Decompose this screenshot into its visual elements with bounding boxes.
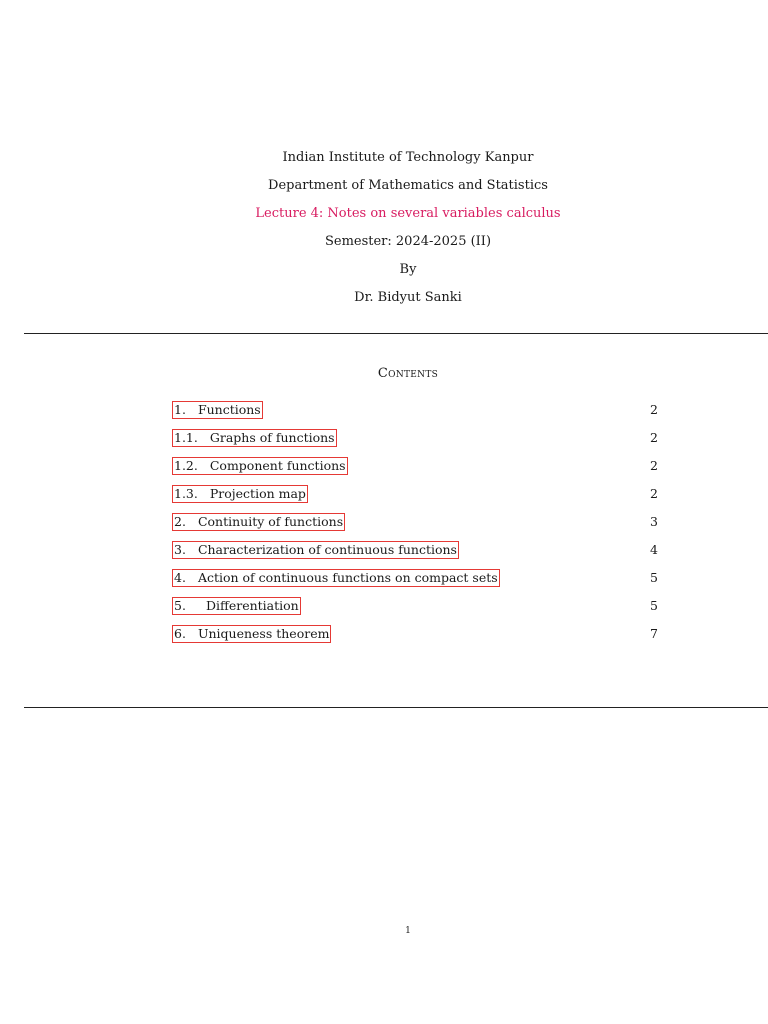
toc-title: Continuity of functions: [197, 514, 344, 529]
page-number: 1: [405, 926, 411, 936]
toc-number: 6.: [174, 626, 186, 641]
toc-link[interactable]: [172, 485, 308, 503]
toc-link[interactable]: [172, 597, 301, 615]
department-name: Department of Mathematics and Statistics: [268, 178, 548, 193]
toc-page-number: 2: [650, 486, 658, 501]
toc-entry: [172, 485, 660, 513]
toc-link[interactable]: [172, 457, 348, 475]
toc-entry: [172, 457, 660, 485]
institute-name: Indian Institute of Technology Kanpur: [282, 150, 534, 165]
toc-number: 2.: [174, 514, 186, 529]
toc-title: Differentiation: [205, 598, 299, 613]
by-label: By: [399, 262, 417, 277]
toc-title: Characterization of continuous functions: [197, 542, 457, 557]
toc-link[interactable]: [172, 429, 337, 447]
toc-number: 1.3.: [174, 486, 198, 501]
toc-title: Component functions: [209, 458, 346, 473]
toc-page-number: 5: [650, 598, 658, 613]
toc-page-number: 2: [650, 458, 658, 473]
toc-page-number: 4: [650, 542, 658, 557]
toc-entry: [172, 625, 660, 653]
toc-number: 1.1.: [174, 430, 198, 445]
toc-link[interactable]: [172, 401, 263, 419]
toc-page-number: 3: [650, 514, 658, 529]
toc-number: 5.: [174, 598, 186, 613]
toc-title: Graphs of functions: [209, 430, 335, 445]
semester: Semester: 2024-2025 (II): [324, 234, 492, 249]
toc-title: Action of continuous functions on compact sets: [197, 570, 498, 585]
toc-number: 4.: [174, 570, 186, 585]
bottom-rule: [24, 707, 768, 708]
toc-link[interactable]: [172, 625, 331, 643]
toc-entry: [172, 429, 660, 457]
lecture-title: Lecture 4: Notes on several variables calculus: [255, 206, 561, 221]
toc-page-number: 5: [650, 570, 658, 585]
toc-title: Uniqueness theorem: [197, 626, 330, 641]
contents-title: Contents: [377, 366, 439, 381]
table-of-contents: [172, 401, 660, 653]
toc-link[interactable]: [172, 569, 500, 587]
toc-link[interactable]: [172, 513, 345, 531]
toc-title: Functions: [197, 402, 261, 417]
toc-page-number: 7: [650, 626, 658, 641]
author-name: Dr. Bidyut Sanki: [354, 290, 462, 305]
toc-number: 3.: [174, 542, 186, 557]
toc-entry: [172, 569, 660, 597]
toc-link[interactable]: [172, 541, 459, 559]
toc-entry: [172, 597, 660, 625]
toc-entry: [172, 401, 660, 429]
top-rule: [24, 333, 768, 334]
toc-page-number: 2: [650, 430, 658, 445]
toc-page-number: 2: [650, 402, 658, 417]
toc-title: Projection map: [209, 486, 306, 501]
toc-number: 1.: [174, 402, 186, 417]
toc-entry: [172, 541, 660, 569]
toc-entry: [172, 513, 660, 541]
toc-number: 1.2.: [174, 458, 198, 473]
